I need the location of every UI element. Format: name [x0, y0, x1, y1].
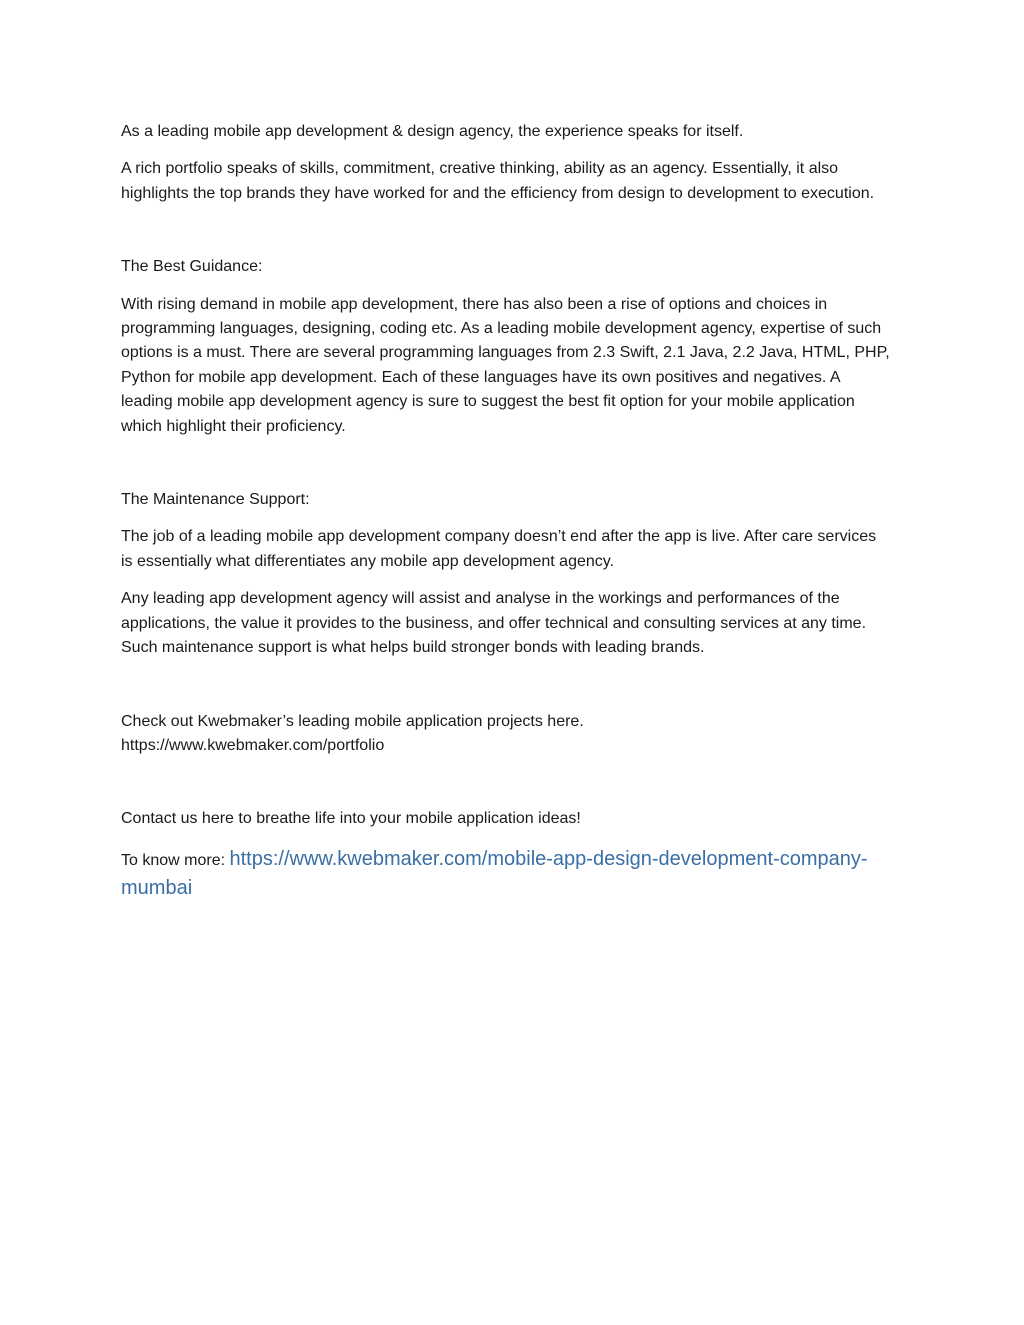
spacer: [121, 452, 891, 488]
spacer: [121, 674, 891, 710]
spacer: [121, 771, 891, 807]
guidance-heading: The Best Guidance:: [121, 258, 263, 276]
projects-paragraph: [121, 710, 891, 759]
spacer: [121, 219, 891, 255]
intro-paragraph-2: A rich portfolio speaks of skills, commitment, creative thinking, ability as an agency. Essentially, it also highlights the top brands they have worked for and the efficiency from design to development to execution.: [121, 160, 875, 202]
maintenance-heading: The Maintenance Support:: [121, 491, 310, 509]
guidance-paragraph: With rising demand in mobile app development, there has also been a rise of options and choices in programming languages, designing, coding etc. As a leading mobile development agency, expertise of such options is a must. There are several programming languages from 2.3 Swift, 2.1 Java, 2.2 Java, HTML, PHP, Python for mobile app development. Each of these languages have its own positives and negatives. A leading mobile app development agency is sure to suggest the best fit option for your mobile application which highlight their proficiency.: [121, 295, 890, 435]
company-link[interactable]: https://www.kwebmaker.com/mobile-app-design-development-company-mumbai: [121, 847, 868, 899]
maintenance-paragraph-2: Any leading app development agency will assist and analyse in the workings and performances of the applications, the value it provides to the business, and offer technical and consulting services at any time. Such maintenance support is what helps build stronger bonds with leading brands.: [121, 590, 867, 657]
portfolio-url: https://www.kwebmaker.com/portfolio: [121, 736, 385, 754]
contact-paragraph: Contact us here to breathe life into your mobile application ideas!: [121, 810, 581, 828]
know-more-prefix: To know more:: [121, 851, 230, 869]
intro-paragraph-1: As a leading mobile app development & design agency, the experience speaks for itself.: [121, 123, 744, 140]
document-page: [121, 120, 891, 916]
projects-text: Check out Kwebmaker’s leading mobile application projects here.: [121, 712, 584, 730]
know-more-paragraph: [121, 845, 891, 903]
maintenance-paragraph-1: The job of a leading mobile app development company doesn’t end after the app is live. After care services is essentially what differentiates any mobile app development agency.: [121, 528, 877, 570]
